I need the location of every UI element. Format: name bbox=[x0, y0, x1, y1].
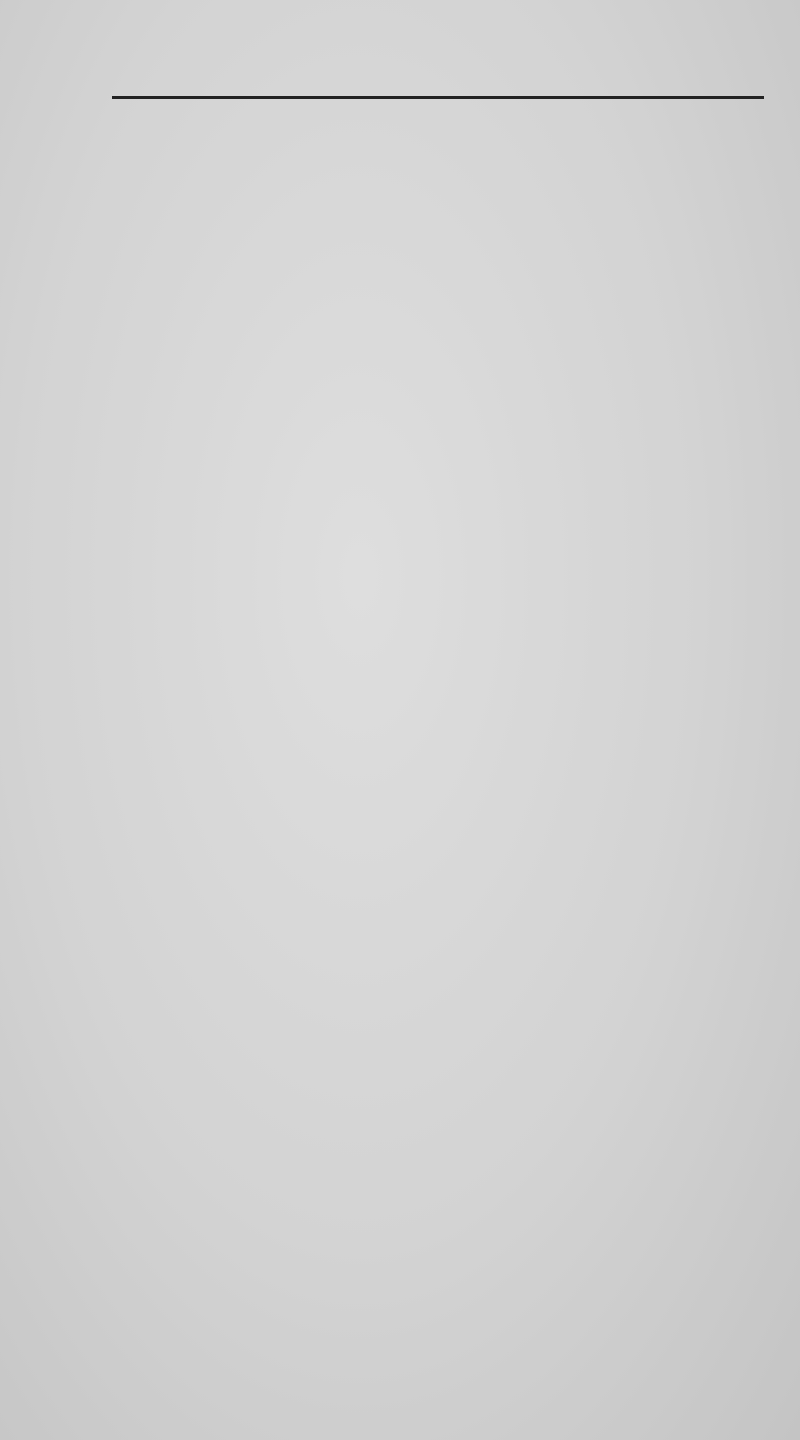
printers-ornament-band bbox=[112, 104, 764, 188]
header-rule bbox=[112, 96, 764, 99]
page-header bbox=[112, 42, 764, 94]
drop-cap-initial bbox=[110, 420, 338, 650]
